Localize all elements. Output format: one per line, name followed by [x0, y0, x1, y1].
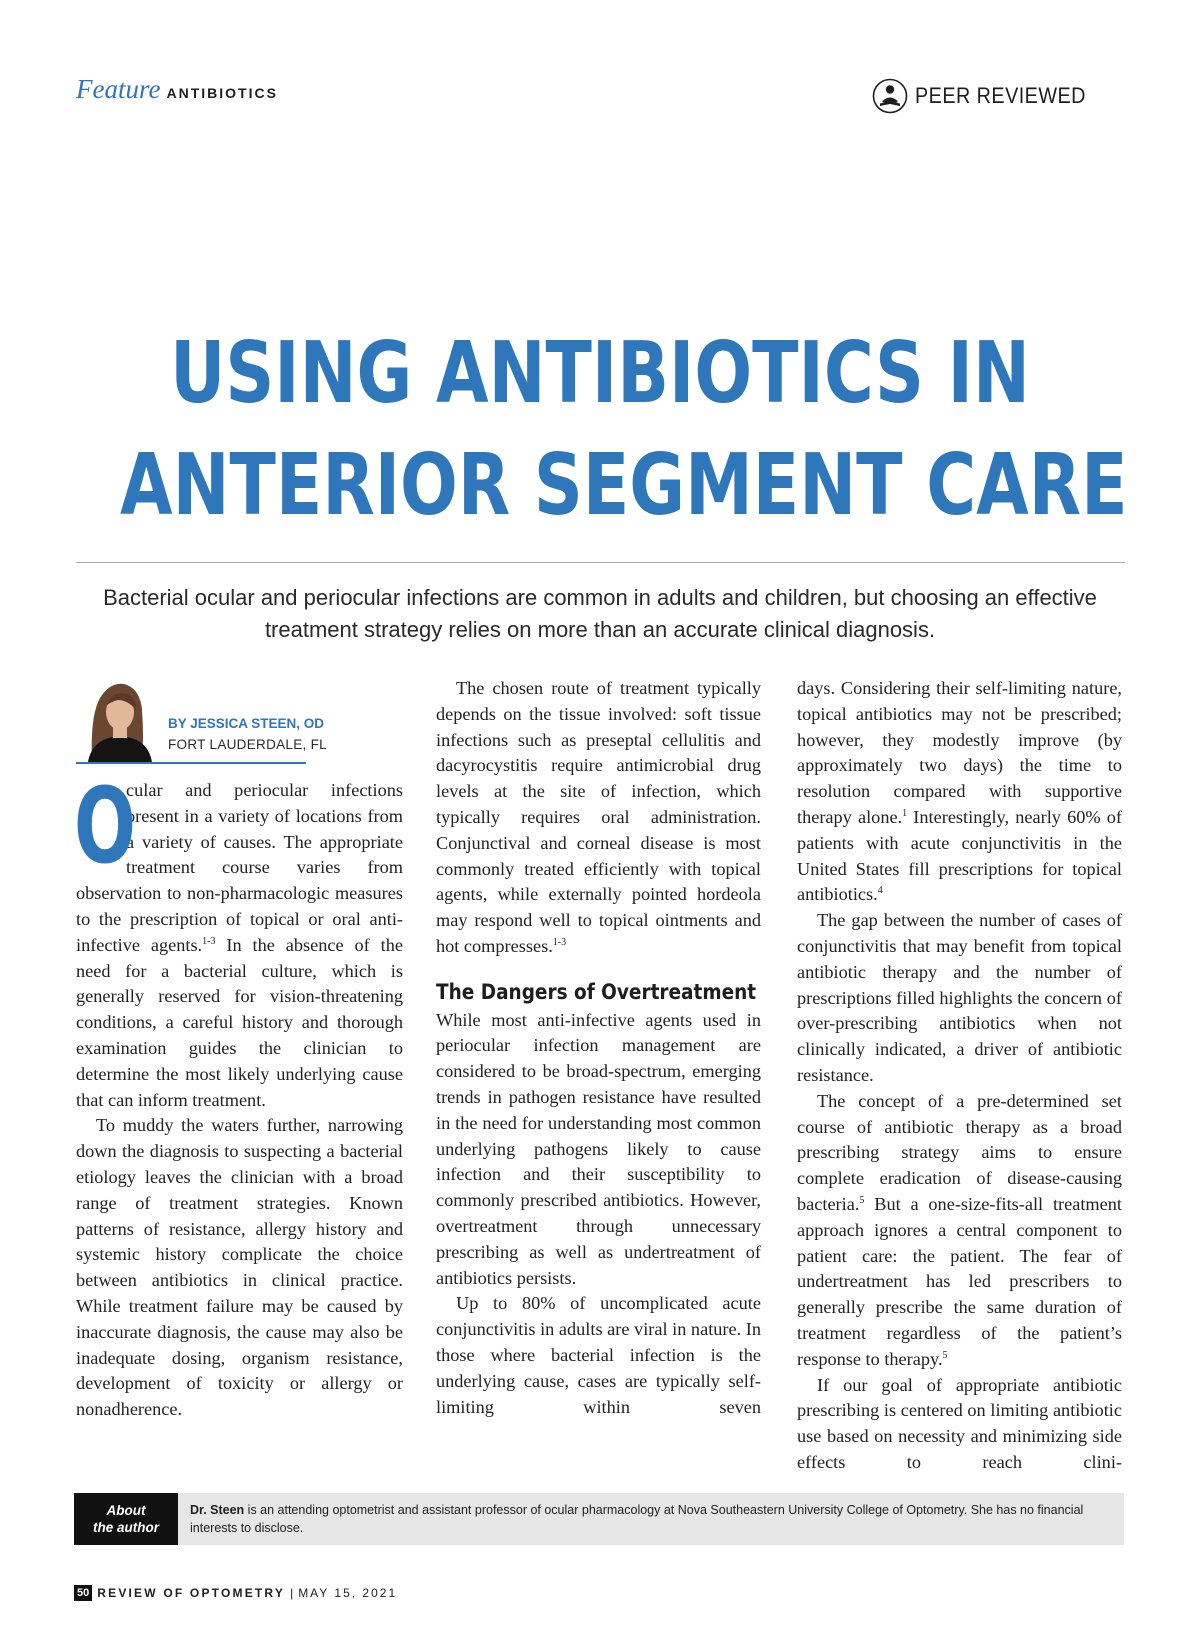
deck-line-1: Bacterial ocular and periocular infections are common in adults and children, but choosing an effective [103, 585, 1097, 610]
paragraph: To muddy the waters further, narrowing down the diagnosis to suspecting a bacterial etiology leaves the clinician with a broad range of treatment strategies. Known patterns of resistance, allergy history and systemic history complicate the choice between antibiotics in clinical practice. While treatment failure may be caused by inaccurate diagnosis, the cause may also be inadequate dosing, organism resistance, development of toxicity or allergy or nonadherence. [76, 1115, 403, 1420]
issue-date: MAY 15, 2021 [298, 1586, 398, 1600]
article-column-3 [797, 676, 1122, 1476]
paragraph: The concept of a pre-determined set course of antibiotic therapy as a broad prescribing strategy aims to ensure complete eradication of disease-causing bacteria.$^5$ But a one-size-fits-all treatment approach ignores a central component to patient care: the patient. The fear of undertreatment has led prescribers to generally prescribe the same duration of treatment regardless of the patient’s response to therapy.$^5$ [797, 1090, 1122, 1369]
author-photo [78, 676, 160, 762]
author-byline [76, 676, 327, 762]
reference: 1-3 [202, 935, 216, 947]
drop-cap: O [74, 765, 136, 887]
publication-name: REVIEW OF OPTOMETRY [97, 1586, 286, 1600]
reference: 5 [942, 1349, 948, 1361]
title-line-2: ANTERIOR SEGMENT CARE [120, 436, 1128, 535]
title-divider [76, 562, 1125, 563]
paragraph: O cular and periocular infections present in a variety of locations from a variety of causes. The appropriate treatment course varies from observation to non-pharmacologic measures to the prescription of topical or oral anti-infective agents.$^{1-3}$ In the absence of the need for a bacterial culture, which is generally reserved for vision-threatening conditions, a careful history and thorough examination guides the clinician to determine the most likely underlying cause that can inform treatment. [74, 765, 404, 1110]
reference: 1-3 [552, 936, 567, 948]
author-location: FORT LAUDERDALE, FL [168, 737, 327, 752]
feature-label: Feature [76, 74, 161, 104]
author-name: BY JESSICA STEEN, OD [168, 716, 325, 731]
page-footer [74, 1585, 397, 1601]
footer-separator: | [290, 1586, 294, 1600]
about-author-box [74, 1493, 1124, 1545]
article-deck [70, 582, 1130, 646]
section-label: ANTIBIOTICS [166, 85, 278, 101]
peer-reviewed-label: PEER REVIEWED [915, 83, 1087, 108]
paragraph: Up to 80% of uncomplicated acute conjunctivitis in adults are viral in nature. In those where bacterial infection is the underlying cause, cases are typically self-limiting within seven [436, 1293, 761, 1417]
deck-line-2: treatment strategy relies on more than an accurate clinical diagnosis. [264, 617, 936, 642]
paragraph: If our goal of appropriate antibiotic prescribing is centered on limiting antibiotic use based on necessity and minimizing side effects to reach clini- [797, 1374, 1122, 1472]
page-number: 50 [74, 1585, 92, 1601]
about-author-name: Dr. Steen [190, 1503, 245, 1517]
reference: 5 [859, 1194, 865, 1206]
paragraph: The chosen route of treatment typically depends on the tissue involved: soft tissue infections such as preseptal cellulitis and dacyrocystitis require antimicrobial drug levels at the site of infection, which typically requires oral administration. Conjunctival and corneal disease is most commonly treated efficiently with topical agents, while externally pointed hordeola may respond well to topical ointments and hot compresses.$^{1-3}$ [436, 678, 761, 956]
reader-with-book-icon [872, 78, 908, 114]
reference: 4 [877, 885, 883, 897]
paragraph: The gap between the number of cases of conjunctivitis that may benefit from topical antibiotic therapy and the number of prescriptions filled highlights the concern of over-prescribing antibiotics when not clinically indicated, a driver of antibiotic resistance. [797, 910, 1122, 1085]
byline-rule [76, 762, 306, 764]
title-line-1: USING ANTIBIOTICS IN [170, 324, 1030, 423]
article-column-2 [436, 676, 761, 1420]
section-subhead: The Dangers of Overtreatment [436, 979, 757, 1004]
article-column-1 [74, 765, 404, 1423]
section-header [76, 74, 278, 105]
article-title [0, 318, 1200, 542]
paragraph: days. Considering their self-limiting nature, topical antibiotics may not be prescribed; however, they modestly improve (by approximately two days) the time to resolution compared with supportive therapy alone.$^1$ Interestingly, nearly 60% of patients with acute conjunctivitis in the United States fill prescriptions for topical antibiotics.$^4$ [797, 678, 1122, 905]
reference: 1 [902, 807, 908, 819]
paragraph: While most anti-infective agents used in periocular infection management are considered to be broad-spectrum, emerging trends in pathogen resistance have resulted in the need for understanding most common underlying pathogens likely to cause infection and their susceptibility to commonly prescribed antibiotics. However, overtreatment through unnecessary prescribing as well as undertreatment of antibiotics persists. [436, 1009, 761, 1288]
about-author-label: About the author [74, 1493, 178, 1545]
peer-reviewed-badge [872, 78, 1105, 114]
about-author-text: Dr. Steen is an attending optometrist and assistant professor of ocular pharmacology at Nova Southeastern University College of Optometry. She has no financial interests to disclose. [190, 1503, 1084, 1535]
